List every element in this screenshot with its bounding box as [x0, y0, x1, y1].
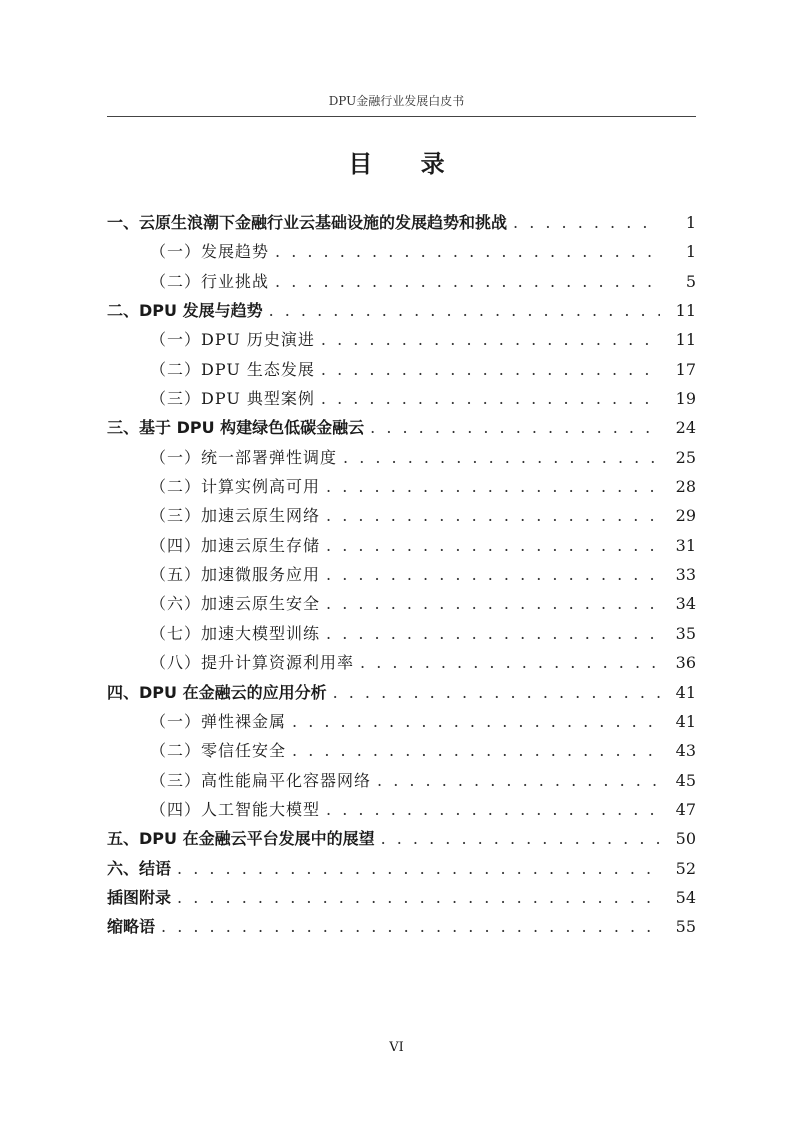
- toc-entry-page: 43: [675, 741, 696, 761]
- toc-entry-label: （六）加速云原生安全: [150, 594, 321, 614]
- toc-entry-page: 35: [675, 623, 696, 643]
- toc-dot-leader: [275, 267, 660, 296]
- toc-dot-leader: [177, 883, 660, 912]
- toc-entry[interactable]: [107, 854, 696, 883]
- toc-entry-label: （一）DPU 历史演进: [150, 330, 315, 350]
- toc-entry[interactable]: [107, 795, 696, 824]
- toc-entry-page: 11: [675, 330, 696, 350]
- toc-dot-leader: [343, 443, 660, 472]
- toc-entry-page: 5: [685, 271, 696, 291]
- toc-entry-label: 二、DPU 发展与趋势: [107, 301, 263, 321]
- toc-title: 目 录: [348, 150, 465, 178]
- toc-entry-label: （二）零信任安全: [150, 741, 287, 761]
- toc-dot-leader: [326, 531, 660, 560]
- toc-entry-page: 25: [675, 447, 696, 467]
- toc-entry-label: 插图附录: [107, 887, 172, 907]
- toc-entry-label: 一、云原生浪潮下金融行业云基础设施的发展趋势和挑战: [107, 213, 508, 232]
- toc-entry[interactable]: [107, 736, 696, 765]
- toc-entry[interactable]: [107, 443, 696, 472]
- toc-entry-label: （一）发展趋势: [150, 242, 270, 262]
- toc-entry[interactable]: [107, 325, 696, 354]
- toc-dot-leader: [326, 589, 660, 618]
- toc-entry-label: （七）加速大模型训练: [150, 623, 321, 643]
- toc-entry-page: 19: [675, 389, 696, 409]
- toc-dot-leader: [326, 795, 660, 824]
- toc-dot-leader: [321, 355, 660, 384]
- toc-entry-page: 1: [685, 213, 696, 232]
- toc-entry-label: （二）计算实例高可用: [150, 477, 321, 497]
- toc-dot-leader: [360, 648, 660, 677]
- toc-list: [107, 208, 696, 942]
- toc-entry-page: 1: [685, 242, 696, 262]
- toc-entry[interactable]: [107, 501, 696, 530]
- toc-entry-label: （二）DPU 生态发展: [150, 359, 315, 379]
- toc-entry-page: 45: [675, 770, 696, 790]
- page-number: VI: [389, 1040, 404, 1055]
- toc-entry-label: （五）加速微服务应用: [150, 565, 321, 585]
- toc-entry[interactable]: [107, 883, 696, 912]
- toc-dot-leader: [513, 208, 660, 237]
- toc-entry[interactable]: [107, 355, 696, 384]
- toc-entry-label: 三、基于 DPU 构建绿色低碳金融云: [107, 418, 365, 438]
- toc-dot-leader: [292, 707, 660, 736]
- toc-dot-leader: [381, 824, 660, 853]
- toc-entry-page: 17: [675, 359, 696, 379]
- toc-entry[interactable]: [107, 296, 696, 325]
- toc-entry-page: 11: [675, 301, 696, 321]
- toc-entry-page: 24: [675, 418, 696, 438]
- toc-entry[interactable]: [107, 678, 696, 707]
- toc-entry-label: 六、结语: [107, 858, 172, 878]
- toc-entry-label: （三）高性能扁平化容器网络: [150, 770, 372, 790]
- toc-dot-leader: [321, 325, 660, 354]
- toc-entry-label: （四）人工智能大模型: [150, 799, 321, 819]
- toc-entry-page: 31: [675, 535, 696, 555]
- toc-entry-label: 缩略语: [107, 917, 156, 937]
- toc-entry-page: 36: [675, 653, 696, 673]
- toc-entry[interactable]: [107, 384, 696, 413]
- toc-entry[interactable]: [107, 472, 696, 501]
- running-header: DPU金融行业发展白皮书: [328, 94, 465, 108]
- toc-entry-page: 47: [675, 799, 696, 819]
- toc-entry[interactable]: [107, 619, 696, 648]
- toc-entry-page: 55: [675, 917, 696, 937]
- toc-entry[interactable]: [107, 413, 696, 442]
- toc-dot-leader: [161, 912, 660, 941]
- toc-entry[interactable]: [107, 560, 696, 589]
- toc-dot-leader: [177, 854, 660, 883]
- toc-dot-leader: [292, 736, 660, 765]
- toc-entry-label: 四、DPU 在金融云的应用分析: [107, 682, 327, 702]
- toc-entry-page: 41: [675, 711, 696, 731]
- toc-dot-leader: [275, 237, 660, 266]
- toc-entry-label: （三）加速云原生网络: [150, 506, 321, 526]
- toc-entry[interactable]: [107, 237, 696, 266]
- toc-entry-page: 33: [675, 565, 696, 585]
- toc-dot-leader: [377, 766, 660, 795]
- toc-entry[interactable]: [107, 824, 696, 853]
- toc-entry-label: （四）加速云原生存储: [150, 535, 321, 555]
- toc-dot-leader: [321, 384, 660, 413]
- toc-entry-label: （三）DPU 典型案例: [150, 389, 315, 409]
- toc-entry-page: 29: [675, 506, 696, 526]
- toc-dot-leader: [326, 560, 660, 589]
- toc-dot-leader: [326, 501, 660, 530]
- toc-entry-page: 28: [675, 477, 696, 497]
- toc-entry-page: 41: [675, 682, 696, 702]
- toc-dot-leader: [326, 472, 660, 501]
- toc-entry[interactable]: [107, 707, 696, 736]
- toc-entry[interactable]: [107, 648, 696, 677]
- header-rule: [107, 116, 696, 117]
- toc-entry[interactable]: [107, 589, 696, 618]
- toc-dot-leader: [326, 619, 660, 648]
- toc-dot-leader: [269, 296, 660, 325]
- toc-entry[interactable]: [107, 267, 696, 296]
- toc-dot-leader: [370, 413, 660, 442]
- toc-entry-label: （八）提升计算资源利用率: [150, 653, 355, 673]
- toc-entry[interactable]: [107, 912, 696, 941]
- toc-entry-page: 54: [675, 887, 696, 907]
- toc-entry-page: 50: [675, 829, 696, 849]
- toc-entry-label: 五、DPU 在金融云平台发展中的展望: [107, 829, 375, 849]
- toc-entry-page: 52: [675, 858, 696, 878]
- toc-dot-leader: [333, 678, 660, 707]
- toc-entry-page: 34: [675, 594, 696, 614]
- toc-entry[interactable]: [107, 766, 696, 795]
- toc-entry-label: （一）统一部署弹性调度: [150, 447, 338, 467]
- toc-entry-label: （二）行业挑战: [150, 271, 270, 291]
- toc-entry[interactable]: [107, 531, 696, 560]
- toc-entry[interactable]: [107, 208, 696, 237]
- toc-entry-label: （一）弹性裸金属: [150, 711, 287, 731]
